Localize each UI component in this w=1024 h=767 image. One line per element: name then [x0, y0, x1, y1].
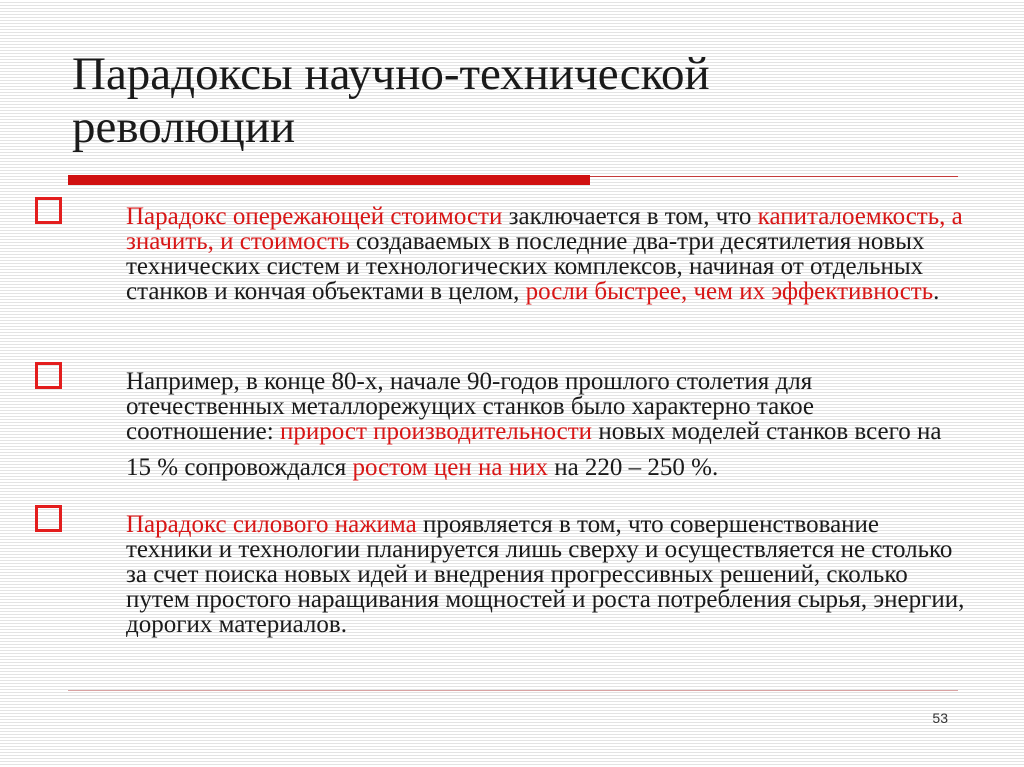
- text-run: .: [933, 278, 940, 305]
- bullet-paragraph-2: [126, 369, 966, 480]
- hollow-square-bullet-icon: [35, 362, 62, 389]
- text-run: 15 % сопровождался: [126, 454, 353, 481]
- slide-title-line-2: революции: [72, 101, 296, 153]
- highlight-grew-faster: росли быстрее, чем их эффективность: [525, 278, 934, 305]
- slide-title-line-1: Парадоксы научно-технической: [72, 48, 710, 100]
- highlight-price-growth: ростом цен на них: [352, 454, 548, 481]
- text-run: проявляется в том, что совершенствование техники и технологии планируется лишь сверху и осуществляется не столько за счет поиска новых идей и внедрения прогрессивных решений, сколько путем простого наращивания мощностей и роста потребления сырья, энергии, дорогих материалов.: [126, 511, 965, 638]
- hollow-square-bullet-icon: [35, 197, 62, 224]
- text-run: создаваемых в последние два-три десятилетия новых технических систем и технологических комплексов, начиная от отдельных станков и кончая объектами в целом,: [126, 228, 925, 305]
- bullet-paragraph-2-tail: [126, 456, 966, 480]
- text-run: Например, в конце 80-х, начале 90-годов прошлого столетия для отечественных металлорежущих станков было характерно такое соотношение:: [126, 368, 815, 445]
- text-run: новых моделей станков всего на: [592, 418, 942, 445]
- highlight-productivity-growth: прирост производительности: [279, 418, 593, 445]
- term-power-pressure-paradox: Парадокс силового нажима: [126, 511, 417, 538]
- text-run: на 220 – 250 %.: [547, 454, 719, 481]
- highlight-capital-intensity: капиталоемкость, а значить, и стоимость: [126, 203, 963, 255]
- term-advance-cost-paradox: Парадокс опережающей стоимости: [126, 203, 503, 230]
- footer-divider: [68, 690, 958, 691]
- text-run: заключается в том, что: [502, 203, 758, 230]
- page-number: 53: [932, 710, 948, 726]
- bullet-paragraph-3: [126, 512, 966, 637]
- bullet-paragraph-1: [126, 204, 966, 304]
- hollow-square-bullet-icon: [35, 505, 62, 532]
